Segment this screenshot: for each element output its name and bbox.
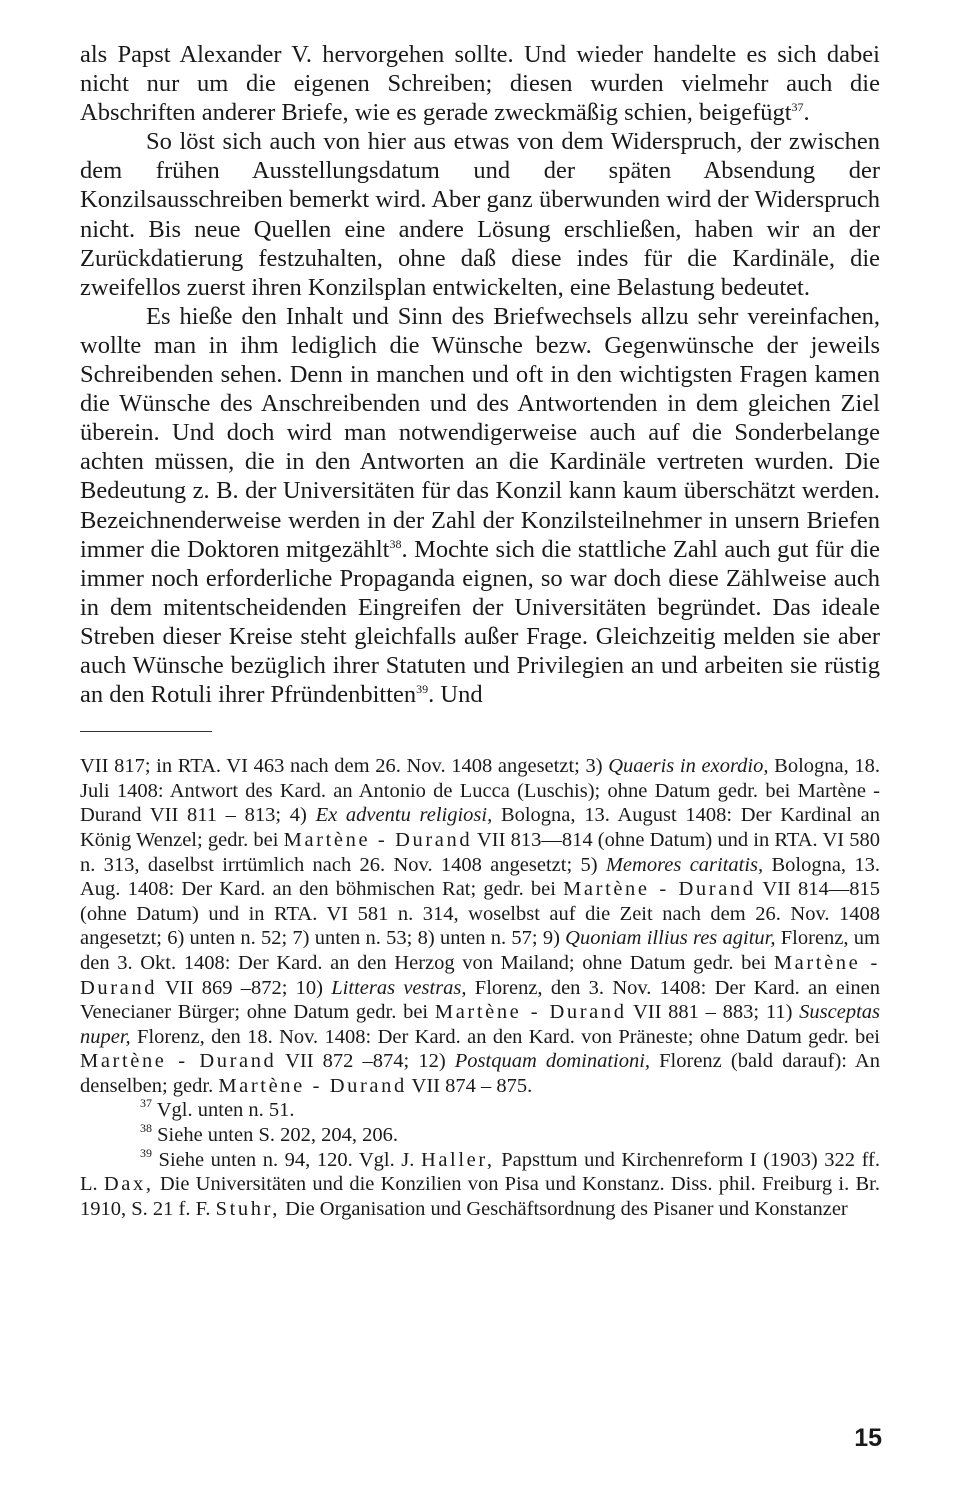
paragraph-3 [80,302,880,709]
paragraph-2: So löst sich auch von hier aus etwas von dem Widerspruch, der zwischen dem frühen Ausstellungsdatum und der späten Absendung der Konzilsausschreiben bemerkt wird. Aber ganz überwunden wird der Widerspruch nicht. Bis neue Quellen eine andere Lösung erschließen, haben wir an der Zurückdatierung festzuhalten, ohne daß diese indes für die Kardinäle, die zweifellos zuerst ihren Konzilsplan entwickelten, eine Belastung bedeutet. [80,128,880,301]
fn-text: VII 814—815 (ohne Datum) und in RTA. VI 581 n. 314, woselbst auf die Zeit nach dem 26. Nov. 1408 angesetzt; 6) unten n. 52; 7) unten n. 53; 8) unten n. 57; 9) [80,878,881,950]
fn-author: Martène - Durand [283,828,473,851]
fn-title: Ex adventu religiosi, [315,804,493,827]
fn-author: Stuhr, [215,1197,280,1220]
fn-author: Haller, [420,1148,495,1171]
fn-text: VII 813—814 (ohne Datum) und in RTA. VI 580 n. 313, daselbst irrtümlich nach 26. Nov. 1408 angesetzt; 5) [80,828,881,876]
fn-text: VII 869 –872; 10) [157,976,332,999]
footnote-ref-38: 38 [389,536,402,551]
fn-text: Bologna, 18. Juli 1408: Antwort des Kard. an Antonio de Lucca (Luschis); ohne Datum gedr. bei Martène - Durand VII 811 – 813; 4) [80,755,881,827]
fn-title: Postquam dominationi, [454,1050,651,1073]
fn-author: Martène - Durand [218,1074,407,1097]
fn-author: Martène - Durand [434,1001,627,1024]
paragraph-1 [80,40,880,127]
footnote-ref-39: 39 [416,682,429,697]
fn-author: Martène - Durand [563,878,756,901]
main-text [80,40,880,709]
paragraph-3-text-c: . Und [428,681,483,709]
footnote-number: 37 [140,1096,152,1111]
fn-text: VII 872 –874; 12) [276,1050,455,1073]
footnote-continuation [80,754,880,1098]
paragraph-3-text-b: . Mochte sich die stattliche Zahl auch gut für die immer noch erforderliche Propaganda eignen, so war doch diese Zählweise auch in dem mitentscheidenden Eingreifen der Universitäten begründet. Das ideale Streben dieser Kreise steht gleichfalls außer Frage. Gleichzeitig melden sie aber auch Wünsche bezüglich ihrer Statuten und Privilegien an und arbeiten sie rüstig an den Rotuli ihrer Pfründenbitten [80,535,880,709]
fn-text: VII 817; in RTA. VI 463 nach dem 26. Nov. 1408 angesetzt; 3) [80,755,609,778]
footnote-divider [80,731,212,732]
footnote-38 [80,1123,880,1148]
fn-text: Florenz, den 18. Nov. 1408: Der Kard. an den Kard. von Präneste; ohne Datum gedr. bei [130,1025,880,1048]
fn-author: Martène - Durand [80,951,880,999]
footnote-text: Siehe unten n. 94, 120. Vgl. J. [152,1148,421,1171]
fn-text: Florenz, den 3. Nov. 1408: Der Kard. an einen Venecianer Bürger; ohne Datum gedr. bei [80,976,881,1024]
paragraph-1-end: . [803,99,810,127]
footnote-ref-37: 37 [791,100,804,115]
footnote-number: 38 [140,1121,152,1136]
footnote-text: Papsttum und Kirchenreform I (1903) 322 ff. L. [80,1148,880,1196]
footnote-text: Siehe unten S. 202, 204, 206. [152,1124,398,1147]
fn-text: VII 881 – 883; 11) [626,1001,800,1024]
paragraph-3-text-a: Es hieße den Inhalt und Sinn des Briefwechsels allzu sehr vereinfachen, wollte man in ihm lediglich die Wünsche bezw. Gegenwünsche der jeweils Schreibenden sehen. Denn in manchen und oft in den wichtigsten Fragen kamen die Wünsche des Anschreibenden und des Antwortenden in dem gleichen Ziel überein. Und doch wird man notwendigerweise auch auf die Sonderbelange achten müssen, die in den Antworten an die Kardinäle vertreten wurden. Die Bedeutung z. B. der Universitäten für das Konzil kann kaum überschätzt werden. Bezeichnenderweise werden in der Zahl der Konzilsteilnehmer in unsern Briefen immer die Doktoren mitgezählt [80,302,880,563]
fn-title: Quoniam illius res agitur, [565,927,776,950]
fn-text: Bologna, 13. Aug. 1408: Der Kard. an den böhmischen Rat; gedr. bei [80,853,880,901]
fn-author: Martène - Durand [80,1050,277,1073]
fn-text: Bologna, 13. August 1408: Der Kardinal an König Wenzel; gedr. bei [80,804,881,851]
footnote-number: 39 [140,1145,152,1160]
paragraph-1-text: als Papst Alexander V. hervorgehen sollte. Und wieder handelte es sich dabei nicht nur um die eigenen Schreiben; diesen wurden vielmehr auch die Abschriften anderer Briefe, wie es gerade zweckmäßig schien, beigefügt [80,41,880,127]
footnote-37 [80,1098,880,1123]
footnote-text: Die Organisation und Geschäftsordnung des Pisaner und Konstanzer [279,1197,848,1220]
page-number: 15 [854,1424,882,1452]
footnote-39 [80,1145,880,1222]
fn-title: Litteras vestras, [331,976,467,999]
fn-title: Memores caritatis, [605,853,764,876]
fn-author: Dax, [103,1173,154,1196]
fn-text: Florenz, um den 3. Okt. 1408: Der Kard. an den Herzog von Mailand; ohne Datum gedr. bei [80,927,880,974]
fn-title: Quaeris in exordio, [608,755,769,778]
footnote-text: Die Universitäten und die Konzilien von Pisa und Konstanz. Diss. phil. Freiburg i. Br. 1910, S. 21 f. F. [80,1173,880,1220]
fn-text: VII 874 – 875. [406,1074,533,1097]
footnotes [80,754,880,1221]
fn-text: Florenz (bald darauf): An denselben; gedr. [80,1050,880,1097]
footnote-text: Vgl. unten n. 51. [152,1099,295,1122]
fn-title: Susceptas nuper, [80,1001,880,1048]
